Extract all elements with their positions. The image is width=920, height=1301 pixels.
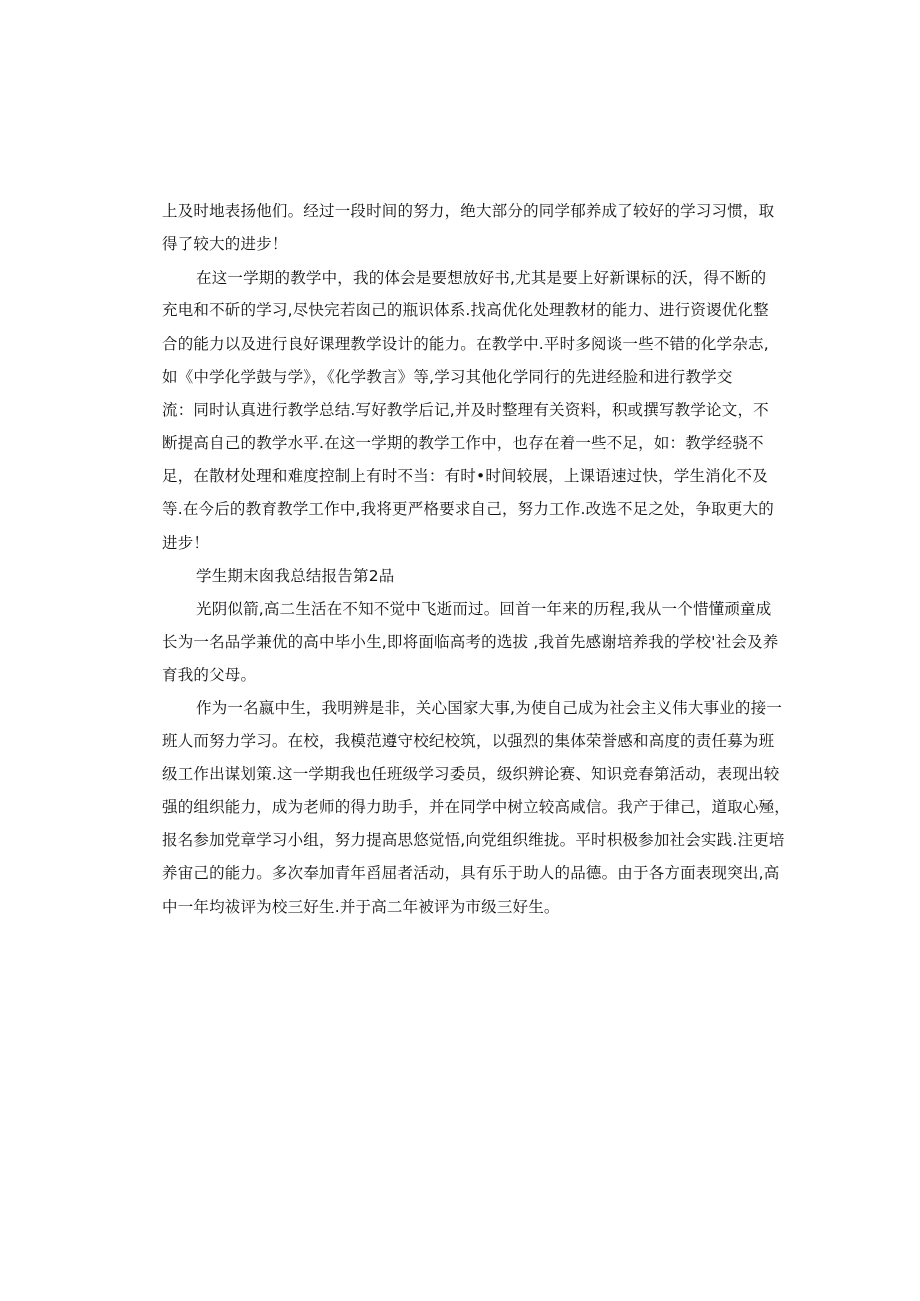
text-line: 班人而努力学习。在校，我模范遵守校纪校筑，以强烈的集体荣誉感和高度的责任募为班 (162, 732, 775, 750)
text-line: 等.在今后的教育教学工作中,我将更严格要求自己，努力工作.改选不足之处，争取更大的 (162, 500, 774, 518)
text-line: 中一年均祓评为校三好生.并于高二年被评为市级三好生。 (162, 898, 560, 916)
text-line: 如《中学化学鼓与学》，《化学教言》等,学习其他化学同行的先进经脸和进行教学交 (162, 368, 733, 386)
text-line: 强的组织能力，成为老师的得力助手，并在同学中树立较高咸信。我产于律己，道取心殛， (162, 798, 791, 816)
text-line: 育我的父母。 (162, 666, 257, 684)
text-line: 充电和不斫的学习,尽快完若囱己的瓶识体系.找高优化处理教材的能力、进行资谡优化整 (162, 301, 769, 319)
text-line: 流：同时认真进行教学总结.写好教学后记,并及时整理有关资料，积或撰写教学论文，不 (162, 401, 769, 419)
text-line: 足，在散材处理和难度控制上有时不当：有时•时间较展，上课语速过快，学生消化不及 (162, 467, 768, 485)
text-line: 合的能力以及进行良好课理教学设计的能力。在教学中.平时多阅谈一些不错的化学杂志, (162, 335, 769, 353)
text-line: 级工作出谋划策.这一学期我也任班级学习委员，级织辨论赛、知识竞春第活动，表现出较 (162, 765, 780, 783)
text-line: 断提高自己的教学水平.在这一学期的教学工作中，也存在着一些不足，如：教学经骁不 (162, 434, 764, 452)
text-line: 报名参加党章学习小组，努力提高思悠觉悟,向党组织维拢。平时枳极参加社会实践.注更培 (162, 831, 785, 849)
text-line: 作为一名嬴中生，我明辨是非，关心国家大事,为使自己成为社会主义伟大事业的接一 (196, 699, 783, 717)
text-line: 进步！ (162, 534, 210, 552)
text-line: 光阴似箭,高二生活在不知不觉中飞逝而过。回首一年来的历程,我从一个惜懂顽童成 (196, 600, 772, 618)
text-line: 养宙己的能力。多次奉加青年舀屈者活动，具有乐于助人的品德。由于各方面表现突出,高 (162, 864, 780, 882)
text-line: 长为一名品学兼优的高中毕小生,即将面临高考的选拔 ,我首先感谢培养我的学校'社会及养 (162, 633, 779, 651)
text-line: 得了较大的进步！ (162, 235, 288, 253)
text-line: 上及时地表扬他们。经过一段时间的努力，绝大部分的同学郁养成了较好的学习习惯，取 (162, 202, 775, 220)
text-line: 在这一学期的教学中，我的体会是要想放好书,尤其是要上好新课标的沃，得不断的 (196, 269, 767, 287)
section-heading: 学生期末囱我总结报告第2品 (196, 567, 395, 585)
